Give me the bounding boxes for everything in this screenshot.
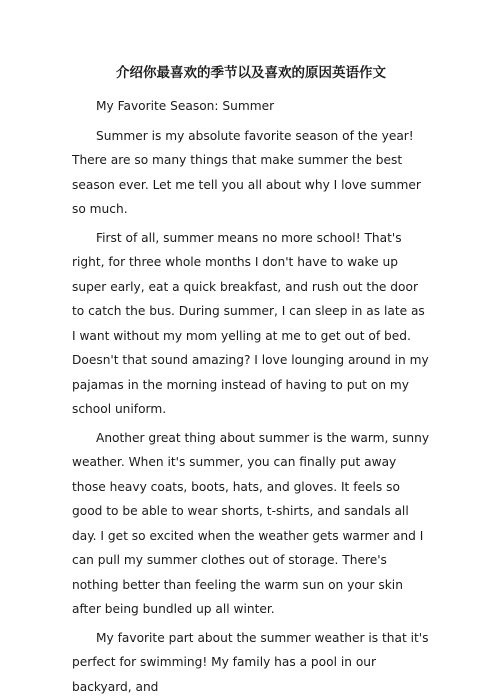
paragraph-4: My favorite part about the summer weather is that it's perfect for swimming! My family has a pool in our backyard, and	[72, 626, 430, 699]
paragraph-3: Another great thing about summer is the warm, sunny weather. When it's summer, you can finally put away those heavy coats, boots, hats, and gloves. It feels so good to be able to wear shorts, t-shirts, and sandals all day. I get so excited when the weather gets warmer and I can pull my summer clothes out of storage. There's nothing better than feeling the warm sun on your skin after being bundled up all winter.	[72, 426, 430, 622]
paragraph-1: Summer is my absolute favorite season of the year! There are so many things that make summer the best season ever. Let me tell you all about why I love summer so much.	[72, 124, 430, 222]
paragraph-2: First of all, summer means no more school! That's right, for three whole months I don't have to wake up super early, eat a quick breakfast, and rush out the door to catch the bus. During summer, I can sleep in as late as I want without my mom yelling at me to get out of bed. Doesn't that sound amazing? I love lounging around in my pajamas in the morning instead of having to put on my school uniform.	[72, 226, 430, 422]
page-title: 介绍你最喜欢的季节以及喜欢的原因英语作文	[72, 63, 430, 83]
essay-subtitle: My Favorite Season: Summer	[72, 94, 430, 119]
